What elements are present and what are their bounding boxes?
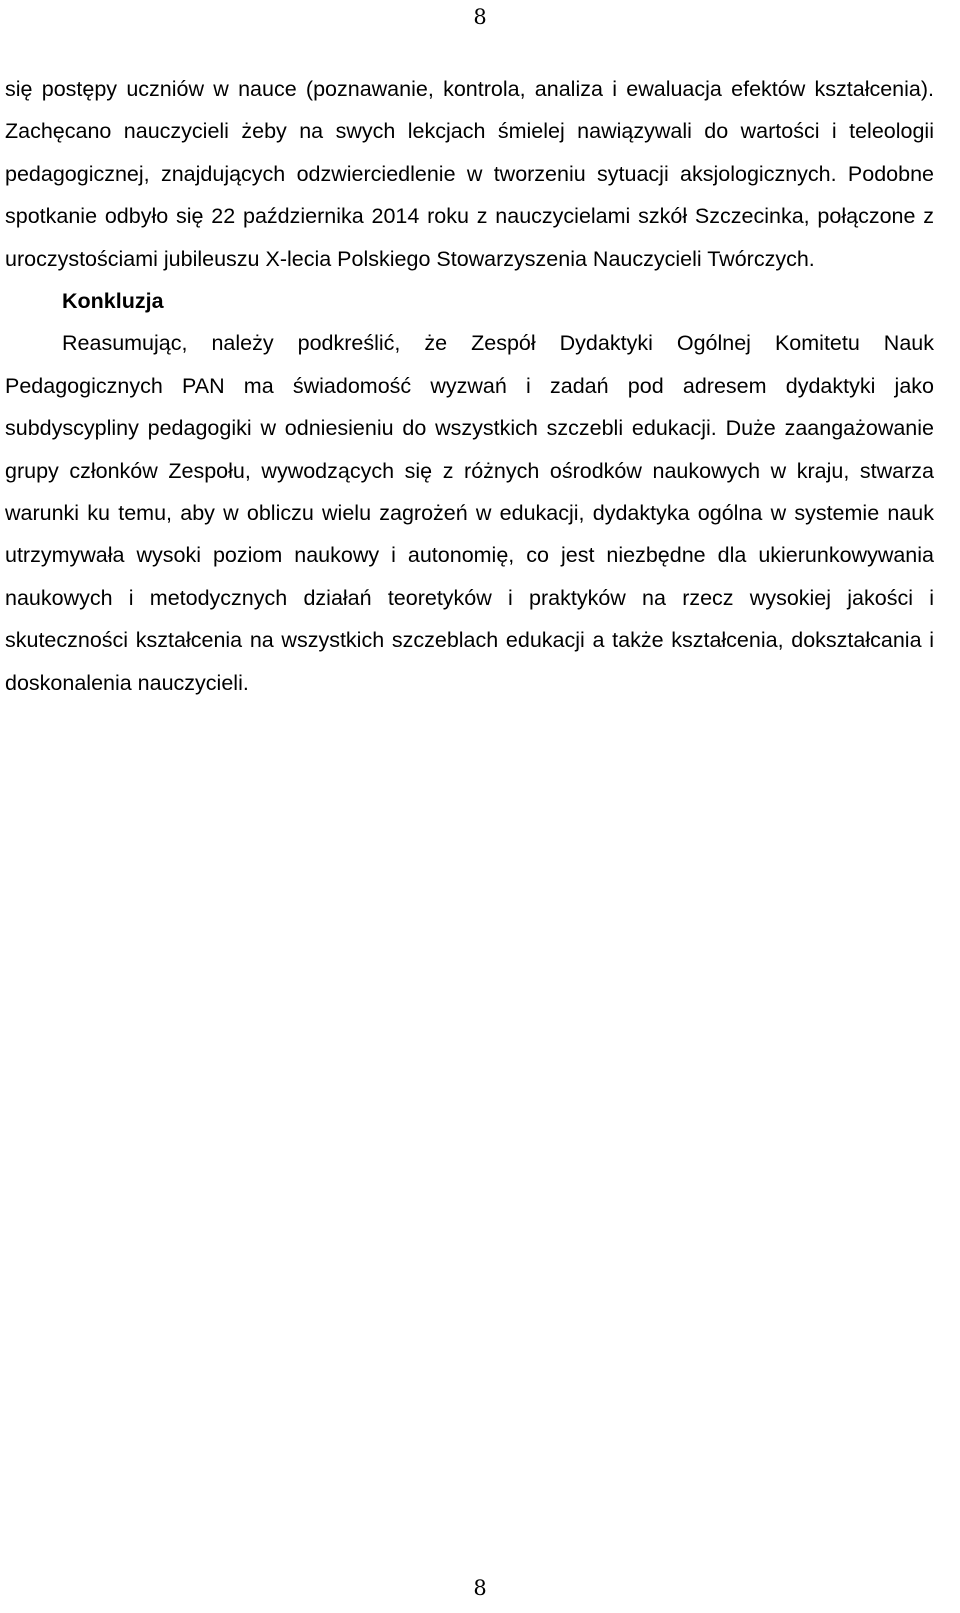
section-heading: Konkluzja <box>62 289 164 314</box>
paragraph-continuation: się postępy uczniów w nauce (poznawanie, kontrola, analiza i ewaluacja efektów kształcenia). Zachęcano nauczycieli żeby na swych lekcjach śmielej nawiązywali do wartości i teleologii pedagogicznej, znajdujących odzwierciedlenie w tworzeniu sytuacji aksjologicznych. Podobne spotkanie odbyło się 22 października 2014 roku z nauczycielami szkół Szczecinka, połączone z uroczystościami jubileuszu X-lecia Polskiego Stowarzyszenia Nauczycieli Twórczych. <box>5 77 934 271</box>
paragraph-conclusion: Reasumując, należy podkreślić, że Zespół Dydaktyki Ogólnej Komitetu Nauk Pedagogicznych PAN ma świadomość wyzwań i zadań pod adresem dydaktyki jako subdyscypliny pedagogiki w odniesieniu do wszystkich szczebli edukacji. Duże zaangażowanie grupy członków Zespołu, wywodzących się z różnych ośrodków naukowych w kraju, stwarza warunki ku temu, aby w obliczu wielu zagrożeń w edukacji, dydaktyka ogólna w systemie nauk utrzymywała wysoki poziom naukowy i autonomię, co jest niezbędne dla ukierunkowywania naukowych i metodycznych działań teoretyków i praktyków na rzecz wysokiej jakości i skuteczności kształcenia na wszystkich szczeblach edukacji a także kształcenia, dokształcania i doskonalenia nauczycieli. <box>5 331 934 695</box>
page-number-top: 8 <box>473 5 487 29</box>
page-number-bottom: 8 <box>473 1576 487 1600</box>
document-body <box>5 68 934 704</box>
